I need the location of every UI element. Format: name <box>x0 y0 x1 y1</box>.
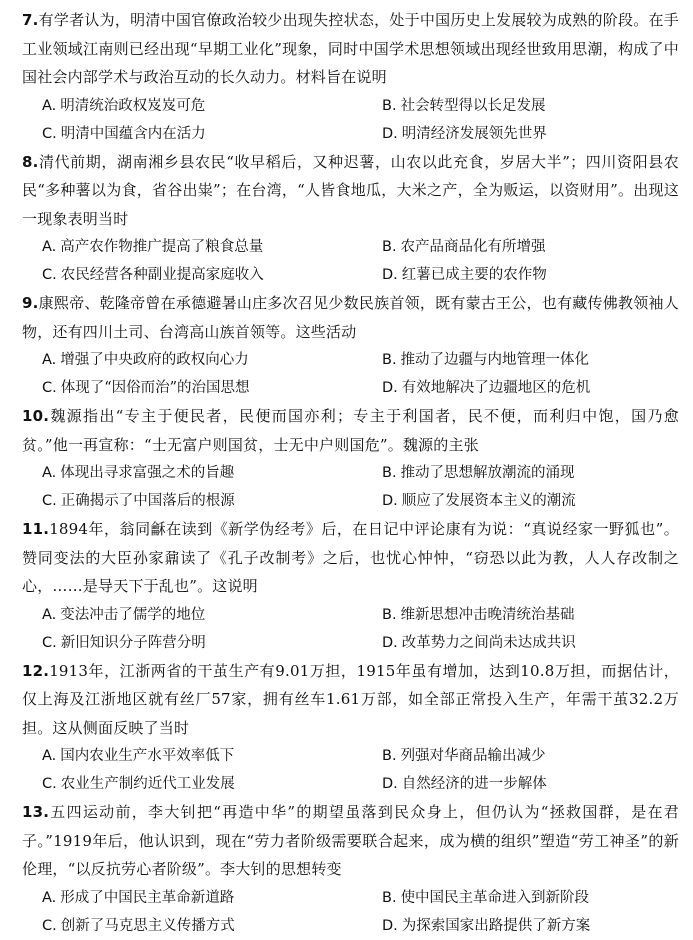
option-b[interactable]: B. 列强对华商品输出减少 <box>382 748 546 764</box>
options-grid <box>22 742 679 798</box>
option-c[interactable]: C. 农业生产制约近代工业发展 <box>42 776 235 792</box>
question-9 <box>22 289 679 402</box>
option-d[interactable]: D. 明清经济发展领先世界 <box>382 125 547 142</box>
question-13 <box>22 798 679 940</box>
question-11 <box>22 515 679 657</box>
options-grid <box>22 884 679 940</box>
options-grid <box>22 459 679 515</box>
options-grid <box>22 346 679 402</box>
option-d[interactable]: D. 有效地解决了边疆地区的危机 <box>382 380 591 396</box>
options-grid <box>22 92 679 148</box>
option-a[interactable]: A. 变法冲击了儒学的地位 <box>42 606 206 623</box>
option-a[interactable]: A. 国内农业生产水平效率低下 <box>42 748 235 764</box>
option-c[interactable]: C. 创新了马克思主义传播方式 <box>42 917 235 934</box>
option-c[interactable]: C. 农民经营各种副业提高家庭收入 <box>42 267 264 283</box>
question-10 <box>22 402 679 515</box>
option-d[interactable]: D. 红薯已成主要的农作物 <box>382 267 547 283</box>
options-grid <box>22 601 679 657</box>
option-a[interactable]: A. 体现出寻求富强之术的旨趣 <box>42 465 235 481</box>
option-a[interactable]: A. 明清统治政权岌岌可危 <box>42 97 206 114</box>
question-stem <box>22 148 679 234</box>
question-text: 魏源指出“专主于便民者，民便而国亦利；专主于利国者，民不便，而利归中饱，国乃愈贫。”他一再宣称：“士无富户则国贫，士无中户则国危”。魏源的主张 <box>22 407 679 454</box>
question-text: 康熙帝、乾隆帝曾在承德避暑山庄多次召见少数民族首领，既有蒙古王公，也有藏传佛教领袖人物，还有四川土司、台湾高山族首领等。这些活动 <box>22 294 679 341</box>
question-stem <box>22 657 679 743</box>
question-stem <box>22 289 679 346</box>
option-d[interactable]: D. 改革势力之间尚未达成共识 <box>382 634 576 651</box>
option-d[interactable]: D. 为探索国家出路提供了新方案 <box>382 917 591 934</box>
question-text: 五四运动前，李大钊把“再造中华”的期望虽落到民众身上，但仍认为“拯救国群，是在君子。”1919年后，他认识到，现在“劳力者阶级需要联合起来，成为横的组织”塑造“劳工神圣”的新伦理，“以反抗劳心者阶级”。李大钊的思想转变 <box>22 803 679 878</box>
option-d[interactable]: D. 自然经济的进一步解体 <box>382 776 547 792</box>
option-b[interactable]: B. 维新思想冲击晚清统治基础 <box>382 606 575 623</box>
option-a[interactable]: A. 形成了中国民主革命新道路 <box>42 889 235 906</box>
question-text: 1894年，翁同龢在读到《新学伪经考》后，在日记中评论康有为说：“真说经家一野狐也”。赞同变法的大臣孙家鼐读了《孔子改制考》之后，也忧心忡忡，“窃恐以此为教，人人存改制之心，……是导天下于乱也”。这说明 <box>22 520 679 595</box>
question-number: 13. <box>22 803 50 821</box>
option-c[interactable]: C. 新旧知识分子阵营分明 <box>42 634 206 651</box>
option-b[interactable]: B. 使中国民主革命进入到新阶段 <box>382 889 590 906</box>
option-b[interactable]: B. 农产品商品化有所增强 <box>382 239 546 255</box>
question-stem <box>22 515 679 601</box>
question-number: 11. <box>22 520 50 538</box>
question-text: 有学者认为，明清中国官僚政治较少出现失控状态，处于中国历史上发展较为成熟的阶段。在手工业领域江南则已经出现“早期工业化”现象，同时中国学术思想领域出现经世致用思潮，构成了中国社会内部学术与政治互动的长久动力。材料旨在说明 <box>22 11 679 86</box>
option-c[interactable]: C. 明清中国蕴含内在活力 <box>42 125 206 142</box>
option-a[interactable]: A. 增强了中央政府的政权向心力 <box>42 352 249 368</box>
question-number: 12. <box>22 661 50 680</box>
option-b[interactable]: B. 推动了边疆与内地管理一体化 <box>382 352 590 368</box>
question-number: 7. <box>22 11 39 29</box>
question-number: 8. <box>22 152 39 171</box>
question-number: 9. <box>22 294 39 312</box>
question-7 <box>22 6 679 148</box>
options-grid <box>22 233 679 289</box>
question-8 <box>22 148 679 290</box>
option-c[interactable]: C. 正确揭示了中国落后的根源 <box>42 493 235 509</box>
option-c[interactable]: C. 体现了“因俗而治”的治国思想 <box>42 380 250 396</box>
option-b[interactable]: B. 社会转型得以长足发展 <box>382 97 546 114</box>
question-12 <box>22 657 679 799</box>
option-d[interactable]: D. 顺应了发展资本主义的潮流 <box>382 493 576 509</box>
question-text: 1913年，江浙两省的干茧生产有9.01万担，1915年虽有增加，达到10.8万担，而据估计，仅上海及江浙地区就有丝厂57家，拥有丝车1.61万部，如全部正常投入生产，年需干茧32.2万担。这从侧面反映了当时 <box>22 661 679 737</box>
question-text: 清代前期，湖南湘乡县农民“收早稻后，又种迟薯，山农以此充食，岁居大半”；四川资阳县农民“多种薯以为食，省谷出粜”；在台湾，“人皆食地瓜，大米之产，全为贩运，以资财用”。出现这一现象表明当时 <box>22 152 679 228</box>
question-stem <box>22 6 679 92</box>
question-number: 10. <box>22 407 50 425</box>
option-a[interactable]: A. 高产农作物推广提高了粮食总量 <box>42 239 264 255</box>
question-stem <box>22 798 679 884</box>
question-stem <box>22 402 679 459</box>
option-b[interactable]: B. 推动了思想解放潮流的涌现 <box>382 465 575 481</box>
